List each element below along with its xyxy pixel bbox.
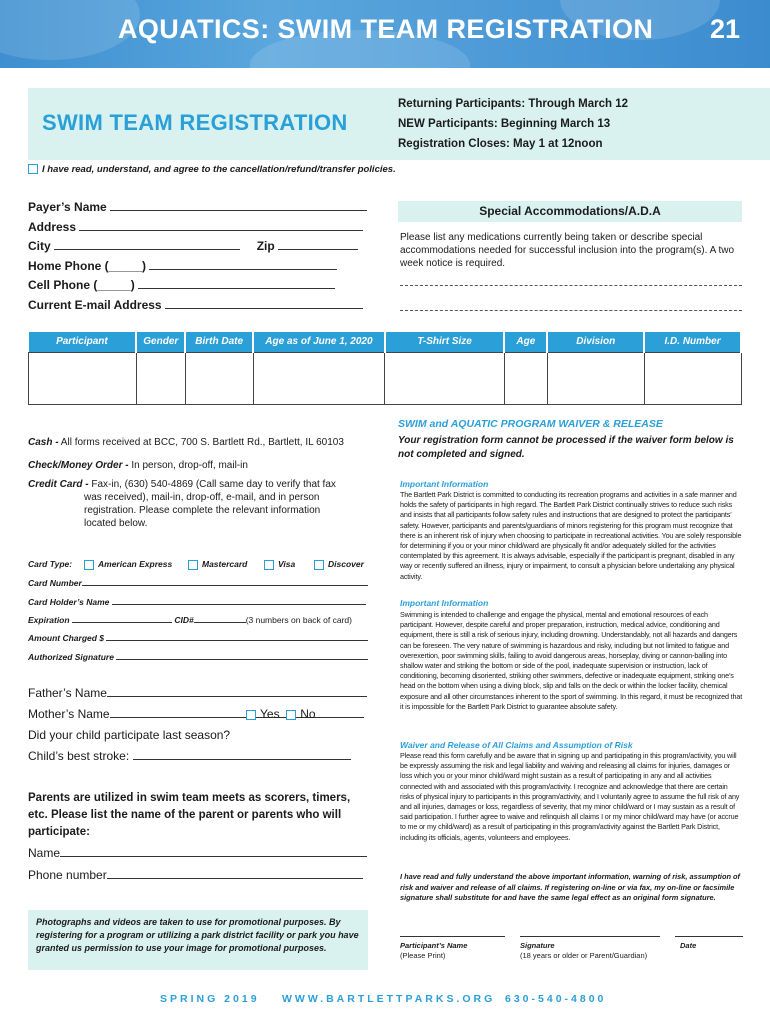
page-title: SWIM TEAM REGISTRATION [42,110,348,135]
new-dates: NEW Participants: Beginning March 13 [398,118,611,130]
footer-season: SPRING 2019 [160,993,260,1005]
discover-checkbox[interactable] [314,560,324,570]
waiver-heading-2: Important Information [400,598,489,608]
stroke-field[interactable] [133,748,351,760]
mastercard-checkbox[interactable] [188,560,198,570]
waiver-title: SWIM and AQUATIC PROGRAM WAIVER & RELEASE [398,418,663,430]
ada-line-2[interactable] [400,310,742,311]
gender-cell[interactable] [136,352,185,404]
col-tshirt: T-Shirt Size [385,332,505,352]
check-text: In person, drop-off, mail-in [131,460,248,471]
ada-text: Please list any medications currently being taken or describe special accommodations needed for successful inclusion into the program(s). A two week notice is required. [400,232,735,269]
amex-checkbox[interactable] [84,560,94,570]
card-holder-field[interactable] [112,596,366,605]
registration-info-box [28,88,770,160]
close-date: Registration Closes: May 1 at 12noon [398,138,603,150]
table-header-row [29,332,742,352]
yes-checkbox[interactable] [246,710,256,720]
page-number: 21 [709,14,740,44]
participant-name-line[interactable] [400,936,505,937]
cell-phone-label: Cell Phone (_____) [28,278,135,292]
address-field[interactable] [79,219,363,231]
discover-label: Discover [328,559,364,569]
volunteer-phone-row [28,865,363,885]
auth-signature-field[interactable] [116,651,368,660]
signature-line[interactable] [520,936,660,937]
id-number-cell[interactable] [644,352,741,404]
card-type-row [28,559,368,569]
credit-text-3: registration. Please complete the relevant information [84,505,321,516]
col-age: Age [504,332,547,352]
card-number-label: Card Number [28,578,82,588]
stroke-row [28,746,351,766]
waiver-heading-3: Waiver and Release of All Claims and Assumption of Risk [400,740,633,750]
col-age-june: Age as of June 1, 2020 [253,332,385,352]
father-field[interactable] [107,685,367,697]
agree-label: I have read, understand, and agree to the cancellation/refund/transfer policies. [42,164,396,175]
participant-cell[interactable] [29,352,137,404]
cid-note: (3 numbers on back of card) [245,615,352,625]
home-phone-field[interactable] [149,258,337,270]
signature-label: Signature [520,941,555,950]
card-holder-label: Card Holder’s Name [28,597,110,607]
policy-agreement [28,164,396,175]
father-row [28,683,367,703]
address-label: Address [28,219,77,234]
zip-field[interactable] [278,238,358,250]
city-field[interactable] [54,238,240,250]
waiver-heading-1: Important Information [400,479,489,489]
credit-text-4: located below. [84,518,148,529]
payer-name-field[interactable] [110,199,367,211]
card-type-label: Card Type: [28,559,73,569]
ada-line-1[interactable] [400,285,742,286]
auth-signature-label: Authorized Signature [28,652,114,662]
email-field[interactable] [165,297,363,309]
header-banner [0,0,770,68]
credit-text-1: Fax-in, (630) 540-4869 (Call same day to verify that fax [91,479,336,490]
father-label: Father’s Name [28,686,107,700]
agree-checkbox[interactable] [28,164,38,174]
col-gender: Gender [136,332,185,352]
email-label: Current E-mail Address [28,297,162,312]
cash-text: All forms received at BCC, 700 S. Bartlett Rd., Bartlett, IL 60103 [60,437,344,448]
table-row [29,352,742,404]
footer-phone: 630-540-4800 [505,993,607,1005]
home-phone-label: Home Phone (_____) [28,258,147,273]
photo-notice: Photographs and videos are taken to use for promotional purposes. By registering for a program or utilizing a park district facility or park you have granted us permission to use your image for promotional purposes. [36,917,359,953]
stroke-label: Child’s best stroke: [28,749,130,763]
amount-label: Amount Charged $ [28,633,105,643]
credit-text-2: was received), mail-in, drop-off, e-mail, and in person [84,492,320,503]
waiver-body-3: Please read this form carefully and be aware that in signing up and participating in this program/activity, you will be expressly assuming the risk and legal liability and waiving and releasing all claims for injuries, damages or loss which you or your minor child/ward might sustain as a result of participating in any and all activities connected with and associated with this program/activity. I recognize and acknowledge that there are certain risks of physical injury to participants in this program/activity, and I voluntarily agree to assume the full risk of any and all injuries, damages or loss, regardless of severity, that my minor child/ward or I may sustain as a result of said participation. I further agree to waive and relinquish all claims I or my minor child/ward may have (or accrue to me or my child/ward) as a result of participating in this program/activity against the Bartlett Park District, including its officials, agents, volunteers and employees. [400,751,740,842]
payment-cash [28,436,344,449]
participant-name-caption [400,941,467,961]
payment-check [28,459,248,472]
col-birth-date: Birth Date [185,332,253,352]
participant-name-note: (Please Print) [400,951,446,960]
city-label: City [28,239,51,253]
cid-field[interactable] [194,614,246,623]
mastercard-label: Mastercard [202,559,248,569]
waiver-body-2: Swimming is intended to challenge and engage the physical, mental and emotional resources of each participant. However, despite careful and proper preparation, instruction, medical advice, conditioning and equipment, there is still a risk of serious injury, including drowning. Understandably, not all hazards and dangers can be foreseen. The very nature of swimming is hazardous and risky, including but not limited to fatigue and overexertion, poor swimming skills, failing to avoid dangerous areas, horseplay, diving or cannon-balling into shallow water and striking the bottom or side of the pool, inadequate supervision or instruction, lack of conditioning, becoming disoriented, striking other swimmers, defective or inadequate equipment, striking one’s head on the bottom when using a diving block, slip and falls on the deck or within the locker facility, chemical exposure and all other circumstances inherent to the sport of swimming. In this regard, it must be recognized that it is impossible for the Bartlett Park District to guarantee absolute safety. [400,610,743,711]
card-number-field[interactable] [82,577,368,586]
credit-label: Credit Card - [28,479,89,490]
registration-dates [398,94,628,154]
signature-note: (18 years or older or Parent/Guardian) [520,951,648,960]
parents-volunteer-text: Parents are utilized in swim team meets as scorers, timers, etc. Please list the name of the parent or parents who will participate: [28,792,351,838]
volunteer-name-field[interactable] [60,845,367,857]
payer-name-label: Payer’s Name [28,200,107,214]
participant-name-label: Participant’s Name [400,941,468,950]
participate-options [246,707,316,721]
no-checkbox[interactable] [286,710,296,720]
expiration-field[interactable] [72,614,172,623]
col-division: Division [547,332,644,352]
participate-question: Did your child participate last season? [28,728,231,742]
payment-credit [28,478,336,491]
yes-label: Yes [260,707,280,721]
volunteer-phone-field[interactable] [107,867,363,879]
waiver-body-1: The Bartlett Park District is committed to conducting its recreation programs and activities in a safe manner and holds the safety of participants in high regard. The Bartlett Park District continually strives to reduce such risks and insists that all participants follow safety rules and instructions that are designed to protect the participants’ safety. However, participants and parents/guardians of minors registering for this program must recognize that there is an inherent risk of injury when choosing to participate in recreational activities. You are solely responsible for determining if you or your minor child/ward are physically fit and/or adequately skilled for the activities contemplated by this agreement. It is always advisable, especially if the participant is pregnant, disabled in any way or recently suffered an illness, injury or impairment, to consult a physician before undertaking any physical activity. [400,490,742,581]
zip-label: Zip [256,239,275,253]
date-line[interactable] [675,936,743,937]
waiver-acknowledgement: I have read and fully understand the above important information, warning of risk, assumption of risk and waiver and release of all claims. If registering on-line or via fax, my on-line or facsimile signature shall substitute for and have the same legal effect as an original form signature. [400,872,741,902]
no-label: No [300,707,316,721]
signature-caption [520,941,647,961]
amount-field[interactable] [106,632,368,641]
volunteer-name-row [28,843,367,863]
check-label: Check/Money Order - [28,460,129,471]
participant-table [28,332,742,405]
payer-info [28,198,367,315]
banner-title: AQUATICS: SWIM TEAM REGISTRATION [118,14,654,44]
birth-date-cell[interactable] [185,352,253,404]
mother-label: Mother’s Name [28,707,110,721]
photo-notice-box [28,910,368,970]
cell-phone-field[interactable] [138,277,335,289]
col-participant: Participant [29,332,137,352]
volunteer-name-label: Name [28,846,61,860]
visa-label: Visa [278,559,296,569]
date-caption [680,941,696,951]
volunteer-phone-label: Phone number [28,868,107,882]
waiver-warning: Your registration form cannot be processed if the waiver form below is not completed and signed. [398,435,734,460]
division-cell[interactable] [547,352,644,404]
tshirt-cell[interactable] [385,352,505,404]
date-label: Date [680,941,697,950]
age-june-cell[interactable] [253,352,385,404]
amex-label: American Express [98,559,173,569]
ada-heading: Special Accommodations/A.D.A [398,201,742,222]
cid-label: CID# [174,615,194,625]
age-cell[interactable] [504,352,547,404]
expiration-label: Expiration [28,615,70,625]
col-id-number: I.D. Number [644,332,741,352]
mother-field[interactable] [110,706,364,718]
visa-checkbox[interactable] [264,560,274,570]
returning-dates: Returning Participants: Through March 12 [398,98,629,110]
footer-website[interactable]: WWW.BARTLETTPARKS.ORG [282,993,496,1005]
cash-label: Cash - [28,437,59,448]
